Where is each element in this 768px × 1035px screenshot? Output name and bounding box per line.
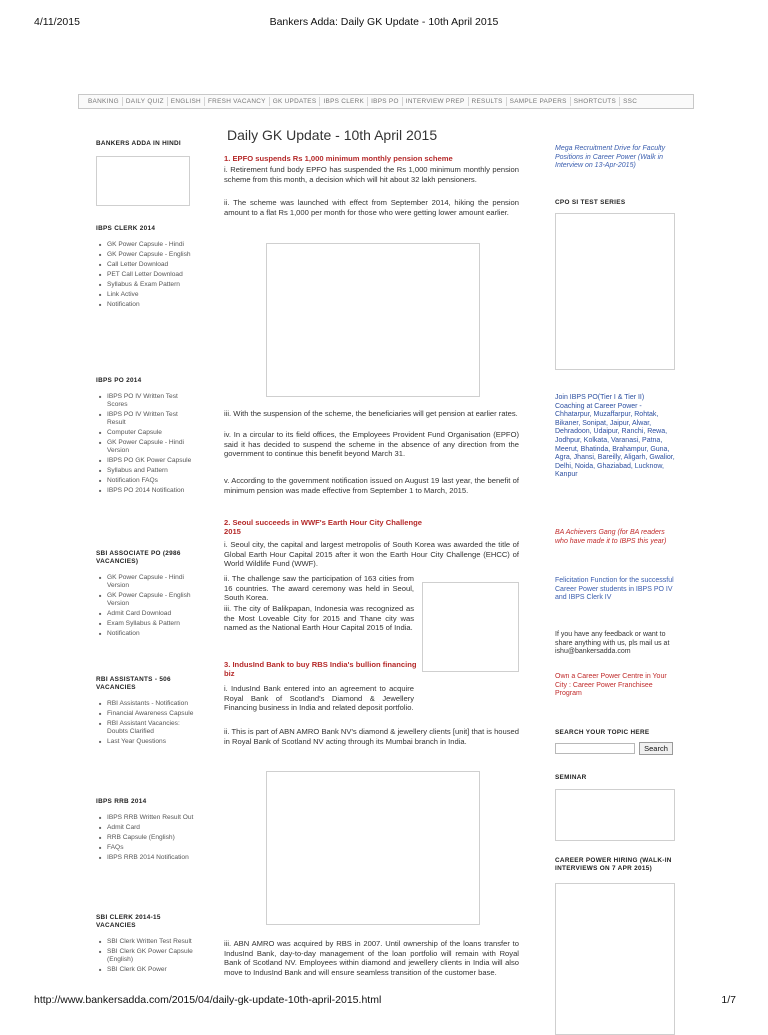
s2-paragraph-1: i. Seoul city, the capital and largest metropolis of South Korea was awarded the title of Global Earth Hour Capital 2015 after it won the Earth Hour City Challenge (EHCC) of World Wildlife Fund (WWF). — [224, 540, 519, 569]
sidebar-link[interactable]: ■ Call Letter Download — [96, 261, 196, 269]
sidebar-link[interactable]: ■ Notification — [96, 301, 196, 309]
sidebar-link[interactable]: ■ FAQs — [96, 844, 196, 852]
felicitation-link[interactable]: Felicitation Function for the successful Career Power students in IBPS PO IV and IBPS Clerk IV — [555, 577, 674, 601]
sidebar-link[interactable]: ■ Syllabus & Exam Pattern — [96, 281, 196, 289]
sidebar-link[interactable]: ■ Notification FAQs — [96, 477, 196, 485]
page-title: Daily GK Update - 10th April 2015 — [227, 127, 438, 143]
join-coaching-link[interactable]: Join IBPS PO(Tier I & Tier II) Coaching at Career Power - Chhatarpur, Muzaffarpur, Rohtak, Bikaner, Sonipat, Jaipur, Alwar, Dehradoon, Udaipur, Ranchi, Rewa, Jodhpur, Kolkata, Varanasi, Patna, Meerut, Bhatinda, Brahampur, Guna, Agra, Jhansi, Bareilly, Aligarh, Gwalior, Delhi, Noida, Ghaziabad, Lucknow, Kanpur — [555, 394, 675, 479]
sidebar-link[interactable]: ■ Link Active — [96, 291, 196, 299]
sidebar-link[interactable]: ■ Syllabus and Pattern — [96, 467, 196, 475]
search-button[interactable]: Search — [639, 742, 673, 755]
sidebar-link[interactable]: ■ GK Power Capsule - Hindi Version — [96, 574, 196, 590]
sidebar-link[interactable]: ■ GK Power Capsule - English Version — [96, 592, 196, 608]
sidebar-link[interactable]: ■ Financial Awareness Capsule — [96, 710, 196, 718]
nav-results[interactable]: RESULTS — [469, 97, 507, 106]
section-heading: SBI CLERK 2014-15 VACANCIES — [96, 914, 161, 929]
print-page-number: 1/7 — [721, 994, 736, 1006]
section3-heading: 3. IndusInd Bank to buy RBS India's bullion financing biz — [224, 660, 417, 678]
sidebar-link[interactable]: ■ GK Power Capsule - Hindi Version — [96, 439, 196, 455]
section-heading: SBI ASSOCIATE PO (2986 VACANCIES) — [96, 550, 181, 565]
section-sbi-associate-po — [96, 550, 196, 640]
sidebar-link[interactable]: ■ RBI Assistant Vacancies: Doubts Clarified — [96, 720, 196, 736]
print-url: http://www.bankersadda.com/2015/04/daily-gk-update-10th-april-2015.html — [34, 994, 382, 1006]
s2-paragraph-2: ii. The challenge saw the participation of 163 cities from 16 countries. The award ceremony was held in Seoul, South Korea. — [224, 574, 414, 603]
sidebar-link[interactable]: ■ Admit Card — [96, 824, 196, 832]
sidebar-link[interactable]: ■ Exam Syllabus & Pattern — [96, 620, 196, 628]
s3-paragraph-2: ii. This is part of ABN AMRO Bank NV's diamond & jewellery clients [unit] that is housed in Royal Bank of Scotland NV acting through its Mumbai branch in India. — [224, 727, 519, 746]
nav-banking[interactable]: BANKING — [85, 97, 123, 106]
sidebar-link[interactable]: ■ IBPS PO IV Written Test Scores — [96, 393, 196, 409]
section-ibps-clerk — [96, 225, 196, 311]
s1-paragraph-4: iv. In a circular to its field offices, the Employees Provident Fund Organisation (EPFO) said it has decided to suspend the scheme in the absence of any direction from the government to continue this benefit beyond March 31. — [224, 430, 519, 459]
hindi-ad-box[interactable] — [96, 156, 190, 206]
nav-ibps-po[interactable]: IBPS PO — [368, 97, 403, 106]
sidebar-link[interactable]: ■ RRB Capsule (English) — [96, 834, 196, 842]
sidebar-link[interactable]: ■ IBPS PO 2014 Notification — [96, 487, 196, 495]
sidebar-link[interactable]: ■ RBI Assistants - Notification — [96, 700, 196, 708]
sidebar-link[interactable]: ■ SBI Clerk GK Power — [96, 966, 196, 974]
sidebar-link[interactable]: ■ PET Call Letter Download — [96, 271, 196, 279]
sidebar-link[interactable]: ■ Last Year Questions — [96, 738, 196, 746]
section-ibps-po — [96, 377, 196, 497]
s1-paragraph-3: iii. With the suspension of the scheme, the beneficiaries will get pension at earlier rates. — [224, 409, 518, 418]
sidebar-link[interactable]: ■ SBI Clerk Written Test Result — [96, 938, 196, 946]
search-heading: SEARCH YOUR TOPIC HERE — [555, 729, 650, 736]
nav-sample-papers[interactable]: SAMPLE PAPERS — [507, 97, 571, 106]
nav-fresh-vacancy[interactable]: FRESH VACANCY — [205, 97, 270, 106]
seminar-box[interactable] — [555, 789, 675, 841]
article-image-3 — [266, 771, 480, 925]
sidebar-link[interactable]: ■ GK Power Capsule - Hindi — [96, 241, 196, 249]
section-heading: IBPS CLERK 2014 — [96, 225, 156, 232]
sidebar-link[interactable]: ■ IBPS RRB 2014 Notification — [96, 854, 196, 862]
sidebar-link[interactable]: ■ Computer Capsule — [96, 429, 196, 437]
nav-ssc[interactable]: SSC — [623, 98, 638, 105]
section-heading: IBPS RRB 2014 — [96, 798, 147, 805]
achievers-link[interactable]: BA Achievers Gang (for BA readers who have made it to IBPS this year) — [555, 529, 667, 545]
sidebar-link[interactable]: ■ IBPS RRB Written Result Out — [96, 814, 196, 822]
section-sbi-clerk — [96, 914, 196, 976]
sidebar-link[interactable]: ■ IBPS PO IV Written Test Result — [96, 411, 196, 427]
sidebar-link[interactable]: ■ IBPS PO GK Power Capsule — [96, 457, 196, 465]
cpo-test-series-box[interactable] — [555, 213, 675, 370]
s3-paragraph-1: i. IndusInd Bank entered into an agreement to acquire Royal Bank of Scotland's Diamond & Jewellery Financing business in India and related deposit portfolio. — [224, 684, 414, 713]
section-heading: IBPS PO 2014 — [96, 377, 142, 384]
nav-gk-updates[interactable]: GK UPDATES — [270, 97, 321, 106]
mega-drive-link[interactable]: Mega Recruitment Drive for Faculty Positions in Career Power (Walk in Interview on 13-Apr-2015) — [555, 145, 666, 169]
seminar-heading: SEMINAR — [555, 774, 587, 781]
sidebar-link[interactable]: ■ GK Power Capsule - English — [96, 251, 196, 259]
s1-paragraph-5: v. According to the government notification issued on August 19 last year, the benefit of minimum pension was made effective from September 1 to March, 2015. — [224, 476, 519, 495]
sidebar-link[interactable]: ■ Admit Card Download — [96, 610, 196, 618]
section1-heading: 1. EPFO suspends Rs 1,000 minimum monthly pension scheme — [224, 154, 453, 163]
article-image-2 — [422, 582, 519, 672]
hiring-box[interactable] — [555, 883, 675, 1035]
section2-heading: 2. Seoul succeeds in WWF's Earth Hour City Challenge 2015 — [224, 518, 423, 536]
section-rbi-assistants — [96, 676, 196, 748]
hindi-heading: BANKERS ADDA IN HINDI — [96, 140, 181, 147]
print-header — [0, 16, 768, 30]
s2-paragraph-3: iii. The city of Balikpapan, Indonesia was recognized as the Most Loveable City for 2015 and Thane city was named as the National Earth Hour Capital 2015 of India. — [224, 604, 414, 633]
sidebar-link[interactable]: ■ SBI Clerk GK Power Capsule (English) — [96, 948, 196, 964]
s3-paragraph-3: iii. ABN AMRO was acquired by RBS in 2007. Until ownership of the loans transfer to IndusInd Bank, day-to-day management of the loan portfolio will remain with Royal Bank of Scotland NV. Employees within diamond and jewellery clients in India will also move to IndusInd Bank and will ensure seamless transition of the customer base. — [224, 939, 519, 977]
sidebar-link[interactable]: ■ Notification — [96, 630, 196, 638]
nav-interview-prep[interactable]: INTERVIEW PREP — [403, 97, 469, 106]
feedback-text: If you have any feedback or want to share anything with us, pls mail us at ishu@bankersadda.com — [555, 631, 670, 655]
print-title: Bankers Adda: Daily GK Update - 10th April 2015 — [269, 16, 499, 28]
hiring-heading: CAREER POWER HIRING (WALK-IN INTERVIEWS ON 7 APR 2015) — [555, 857, 672, 872]
nav-daily-quiz[interactable]: DAILY QUIZ — [123, 97, 168, 106]
s1-paragraph-1: i. Retirement fund body EPFO has suspended the Rs 1,000 minimum monthly pension scheme from this month, a decision which will hit about 32 lakh pensioners. — [224, 165, 519, 184]
search-input[interactable] — [555, 743, 635, 754]
own-centre-link[interactable]: Own a Career Power Centre in Your City : Career Power Franchisee Program — [555, 673, 667, 697]
section-heading: RBI ASSISTANTS - 506 VACANCIES — [96, 676, 171, 691]
top-navbar — [78, 94, 694, 109]
cpo-heading: CPO SI TEST SERIES — [555, 199, 626, 206]
nav-shortcuts[interactable]: SHORTCUTS — [571, 97, 620, 106]
section-ibps-rrb — [96, 798, 196, 864]
print-date: 4/11/2015 — [34, 16, 80, 28]
article-image-1 — [266, 243, 480, 397]
nav-english[interactable]: ENGLISH — [168, 97, 205, 106]
s1-paragraph-2: ii. The scheme was launched with effect from September 2014, hiking the pension amount to a flat Rs 1,000 per month for those who were getting lower amount earlier. — [224, 198, 519, 217]
nav-ibps-clerk[interactable]: IBPS CLERK — [320, 97, 368, 106]
